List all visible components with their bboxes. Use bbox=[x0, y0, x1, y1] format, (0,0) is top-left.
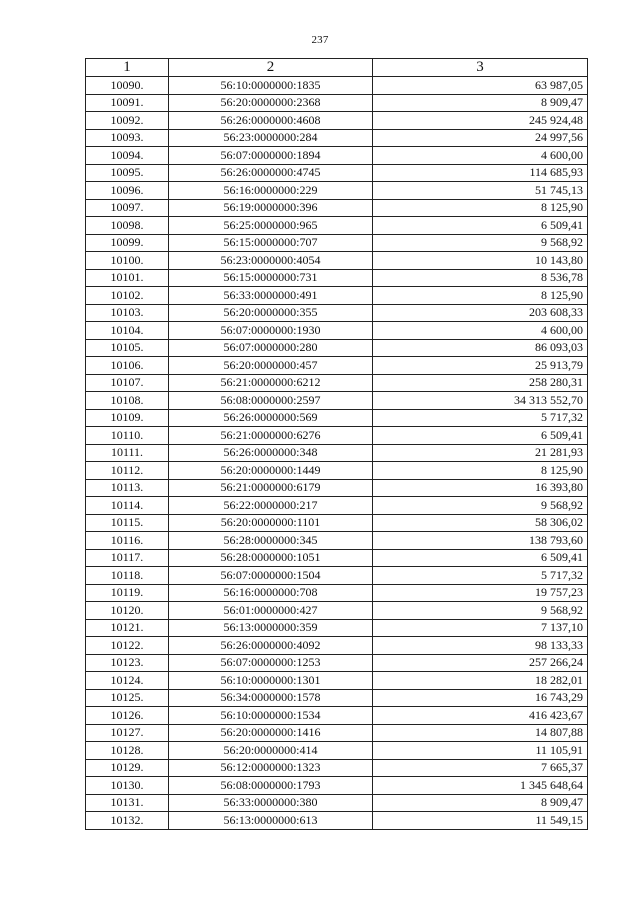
cadastral-number-cell: 56:26:0000000:4745 bbox=[169, 164, 373, 182]
cadastral-number-cell: 56:21:0000000:6276 bbox=[169, 427, 373, 445]
cadastral-number-cell: 56:12:0000000:1323 bbox=[169, 759, 373, 777]
table-row bbox=[86, 112, 588, 130]
value-cell: 19 757,23 bbox=[373, 584, 588, 602]
cadastral-number-cell: 56:10:0000000:1835 bbox=[169, 77, 373, 95]
value-cell: 51 745,13 bbox=[373, 182, 588, 200]
cadastral-number-cell: 56:21:0000000:6212 bbox=[169, 374, 373, 392]
row-number-cell: 10108. bbox=[86, 392, 169, 410]
row-number-cell: 10102. bbox=[86, 287, 169, 305]
cadastral-number-cell: 56:20:0000000:355 bbox=[169, 304, 373, 322]
table-row bbox=[86, 707, 588, 725]
table-row bbox=[86, 812, 588, 830]
table-row bbox=[86, 269, 588, 287]
table-row bbox=[86, 567, 588, 585]
table-row bbox=[86, 77, 588, 95]
table-row bbox=[86, 759, 588, 777]
row-number-cell: 10095. bbox=[86, 164, 169, 182]
row-number-cell: 10092. bbox=[86, 112, 169, 130]
table-row bbox=[86, 497, 588, 515]
value-cell: 257 266,24 bbox=[373, 654, 588, 672]
row-number-cell: 10109. bbox=[86, 409, 169, 427]
header-col-1: 1 bbox=[86, 59, 169, 77]
row-number-cell: 10100. bbox=[86, 252, 169, 270]
cadastral-number-cell: 56:01:0000000:427 bbox=[169, 602, 373, 620]
value-cell: 114 685,93 bbox=[373, 164, 588, 182]
row-number-cell: 10099. bbox=[86, 234, 169, 252]
row-number-cell: 10091. bbox=[86, 94, 169, 112]
table-row bbox=[86, 672, 588, 690]
row-number-cell: 10120. bbox=[86, 602, 169, 620]
table-row bbox=[86, 619, 588, 637]
value-cell: 34 313 552,70 bbox=[373, 392, 588, 410]
cadastral-number-cell: 56:33:0000000:380 bbox=[169, 794, 373, 812]
cadastral-number-cell: 56:19:0000000:396 bbox=[169, 199, 373, 217]
row-number-cell: 10104. bbox=[86, 322, 169, 340]
cadastral-number-cell: 56:20:0000000:1101 bbox=[169, 514, 373, 532]
table-row bbox=[86, 532, 588, 550]
value-cell: 16 743,29 bbox=[373, 689, 588, 707]
value-cell: 8 536,78 bbox=[373, 269, 588, 287]
cadastral-number-cell: 56:10:0000000:1301 bbox=[169, 672, 373, 690]
value-cell: 21 281,93 bbox=[373, 444, 588, 462]
value-cell: 7 137,10 bbox=[373, 619, 588, 637]
table-row bbox=[86, 514, 588, 532]
value-cell: 5 717,32 bbox=[373, 567, 588, 585]
value-cell: 16 393,80 bbox=[373, 479, 588, 497]
table-row bbox=[86, 304, 588, 322]
cadastral-number-cell: 56:16:0000000:708 bbox=[169, 584, 373, 602]
table-row bbox=[86, 549, 588, 567]
value-cell: 4 600,00 bbox=[373, 322, 588, 340]
table-row bbox=[86, 794, 588, 812]
row-number-cell: 10119. bbox=[86, 584, 169, 602]
row-number-cell: 10116. bbox=[86, 532, 169, 550]
row-number-cell: 10124. bbox=[86, 672, 169, 690]
cadastral-number-cell: 56:08:0000000:1793 bbox=[169, 777, 373, 795]
row-number-cell: 10132. bbox=[86, 812, 169, 830]
value-cell: 9 568,92 bbox=[373, 234, 588, 252]
value-cell: 14 807,88 bbox=[373, 724, 588, 742]
cadastral-number-cell: 56:20:0000000:2368 bbox=[169, 94, 373, 112]
row-number-cell: 10115. bbox=[86, 514, 169, 532]
header-col-2: 2 bbox=[169, 59, 373, 77]
cadastral-number-cell: 56:08:0000000:2597 bbox=[169, 392, 373, 410]
cadastral-number-cell: 56:07:0000000:280 bbox=[169, 339, 373, 357]
cadastral-number-cell: 56:20:0000000:1416 bbox=[169, 724, 373, 742]
value-cell: 138 793,60 bbox=[373, 532, 588, 550]
row-number-cell: 10098. bbox=[86, 217, 169, 235]
header-col-3: 3 bbox=[373, 59, 588, 77]
row-number-cell: 10110. bbox=[86, 427, 169, 445]
value-cell: 8 909,47 bbox=[373, 94, 588, 112]
table-body bbox=[86, 77, 588, 830]
cadastral-number-cell: 56:07:0000000:1930 bbox=[169, 322, 373, 340]
table-row bbox=[86, 217, 588, 235]
cadastral-number-cell: 56:13:0000000:359 bbox=[169, 619, 373, 637]
cadastral-number-cell: 56:26:0000000:4608 bbox=[169, 112, 373, 130]
table-row bbox=[86, 462, 588, 480]
cadastral-number-cell: 56:07:0000000:1894 bbox=[169, 147, 373, 165]
table-row bbox=[86, 777, 588, 795]
row-number-cell: 10127. bbox=[86, 724, 169, 742]
row-number-cell: 10117. bbox=[86, 549, 169, 567]
value-cell: 8 125,90 bbox=[373, 287, 588, 305]
value-cell: 258 280,31 bbox=[373, 374, 588, 392]
value-cell: 25 913,79 bbox=[373, 357, 588, 375]
row-number-cell: 10093. bbox=[86, 129, 169, 147]
table-row bbox=[86, 602, 588, 620]
value-cell: 98 133,33 bbox=[373, 637, 588, 655]
table-row bbox=[86, 584, 588, 602]
cadastral-number-cell: 56:07:0000000:1504 bbox=[169, 567, 373, 585]
row-number-cell: 10097. bbox=[86, 199, 169, 217]
row-number-cell: 10122. bbox=[86, 637, 169, 655]
value-cell: 8 909,47 bbox=[373, 794, 588, 812]
table-row bbox=[86, 164, 588, 182]
cadastral-number-cell: 56:13:0000000:613 bbox=[169, 812, 373, 830]
table-row bbox=[86, 234, 588, 252]
value-cell: 6 509,41 bbox=[373, 427, 588, 445]
value-cell: 203 608,33 bbox=[373, 304, 588, 322]
cadastral-number-cell: 56:21:0000000:6179 bbox=[169, 479, 373, 497]
row-number-cell: 10129. bbox=[86, 759, 169, 777]
row-number-cell: 10118. bbox=[86, 567, 169, 585]
row-number-cell: 10123. bbox=[86, 654, 169, 672]
cadastral-number-cell: 56:34:0000000:1578 bbox=[169, 689, 373, 707]
row-number-cell: 10105. bbox=[86, 339, 169, 357]
value-cell: 6 509,41 bbox=[373, 217, 588, 235]
row-number-cell: 10131. bbox=[86, 794, 169, 812]
registry-table bbox=[85, 58, 588, 830]
table-row bbox=[86, 287, 588, 305]
value-cell: 58 306,02 bbox=[373, 514, 588, 532]
cadastral-number-cell: 56:20:0000000:457 bbox=[169, 357, 373, 375]
table-header bbox=[86, 59, 588, 77]
row-number-cell: 10125. bbox=[86, 689, 169, 707]
header-row bbox=[86, 59, 588, 77]
row-number-cell: 10126. bbox=[86, 707, 169, 725]
table-row bbox=[86, 339, 588, 357]
table-row bbox=[86, 479, 588, 497]
table-row bbox=[86, 409, 588, 427]
row-number-cell: 10128. bbox=[86, 742, 169, 760]
table-row bbox=[86, 637, 588, 655]
cadastral-number-cell: 56:22:0000000:217 bbox=[169, 497, 373, 515]
cadastral-number-cell: 56:26:0000000:569 bbox=[169, 409, 373, 427]
cadastral-number-cell: 56:07:0000000:1253 bbox=[169, 654, 373, 672]
value-cell: 416 423,67 bbox=[373, 707, 588, 725]
table-row bbox=[86, 654, 588, 672]
row-number-cell: 10103. bbox=[86, 304, 169, 322]
cadastral-number-cell: 56:20:0000000:1449 bbox=[169, 462, 373, 480]
value-cell: 9 568,92 bbox=[373, 602, 588, 620]
value-cell: 5 717,32 bbox=[373, 409, 588, 427]
value-cell: 11 105,91 bbox=[373, 742, 588, 760]
table-row bbox=[86, 742, 588, 760]
value-cell: 10 143,80 bbox=[373, 252, 588, 270]
table-row bbox=[86, 724, 588, 742]
table-row bbox=[86, 199, 588, 217]
row-number-cell: 10130. bbox=[86, 777, 169, 795]
cadastral-number-cell: 56:33:0000000:491 bbox=[169, 287, 373, 305]
table-row bbox=[86, 252, 588, 270]
value-cell: 4 600,00 bbox=[373, 147, 588, 165]
row-number-cell: 10112. bbox=[86, 462, 169, 480]
value-cell: 6 509,41 bbox=[373, 549, 588, 567]
cadastral-number-cell: 56:25:0000000:965 bbox=[169, 217, 373, 235]
row-number-cell: 10114. bbox=[86, 497, 169, 515]
cadastral-number-cell: 56:15:0000000:707 bbox=[169, 234, 373, 252]
table-row bbox=[86, 392, 588, 410]
table-row bbox=[86, 322, 588, 340]
value-cell: 24 997,56 bbox=[373, 129, 588, 147]
row-number-cell: 10094. bbox=[86, 147, 169, 165]
table-row bbox=[86, 689, 588, 707]
value-cell: 11 549,15 bbox=[373, 812, 588, 830]
table-row bbox=[86, 94, 588, 112]
row-number-cell: 10121. bbox=[86, 619, 169, 637]
table-row bbox=[86, 374, 588, 392]
row-number-cell: 10096. bbox=[86, 182, 169, 200]
row-number-cell: 10106. bbox=[86, 357, 169, 375]
row-number-cell: 10113. bbox=[86, 479, 169, 497]
value-cell: 86 093,03 bbox=[373, 339, 588, 357]
cadastral-number-cell: 56:28:0000000:345 bbox=[169, 532, 373, 550]
row-number-cell: 10111. bbox=[86, 444, 169, 462]
value-cell: 18 282,01 bbox=[373, 672, 588, 690]
cadastral-number-cell: 56:10:0000000:1534 bbox=[169, 707, 373, 725]
row-number-cell: 10107. bbox=[86, 374, 169, 392]
cadastral-number-cell: 56:28:0000000:1051 bbox=[169, 549, 373, 567]
page-number: 237 bbox=[311, 34, 329, 46]
cadastral-number-cell: 56:26:0000000:4092 bbox=[169, 637, 373, 655]
value-cell: 9 568,92 bbox=[373, 497, 588, 515]
cadastral-number-cell: 56:15:0000000:731 bbox=[169, 269, 373, 287]
table-row bbox=[86, 129, 588, 147]
value-cell: 1 345 648,64 bbox=[373, 777, 588, 795]
cadastral-number-cell: 56:20:0000000:414 bbox=[169, 742, 373, 760]
value-cell: 245 924,48 bbox=[373, 112, 588, 130]
table-row bbox=[86, 147, 588, 165]
row-number-cell: 10101. bbox=[86, 269, 169, 287]
cadastral-number-cell: 56:16:0000000:229 bbox=[169, 182, 373, 200]
table-row bbox=[86, 444, 588, 462]
value-cell: 63 987,05 bbox=[373, 77, 588, 95]
cadastral-number-cell: 56:23:0000000:284 bbox=[169, 129, 373, 147]
table-row bbox=[86, 182, 588, 200]
row-number-cell: 10090. bbox=[86, 77, 169, 95]
table-row bbox=[86, 357, 588, 375]
cadastral-number-cell: 56:23:0000000:4054 bbox=[169, 252, 373, 270]
value-cell: 8 125,90 bbox=[373, 199, 588, 217]
value-cell: 7 665,37 bbox=[373, 759, 588, 777]
value-cell: 8 125,90 bbox=[373, 462, 588, 480]
table-row bbox=[86, 427, 588, 445]
cadastral-number-cell: 56:26:0000000:348 bbox=[169, 444, 373, 462]
